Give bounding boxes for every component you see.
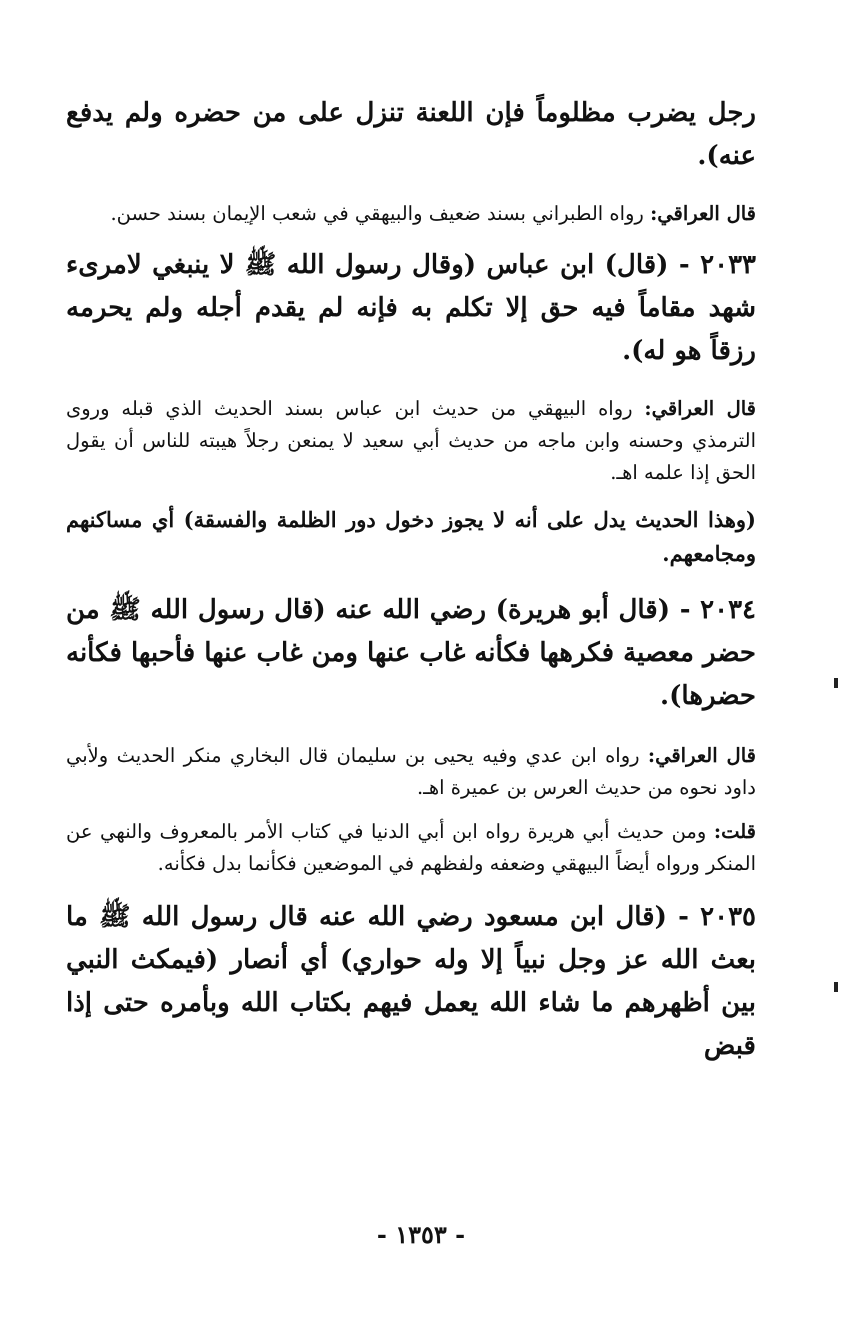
note-label: قلت:: [713, 820, 756, 843]
hadith-text: (قال) ابن عباس (وقال رسول الله ﷺ لا ينبغي لامرىء شهد مقاماً فيه حق إلا تكلم به فإنه لم يقدم أجله ولم يحرمه رزقاً هو له).: [66, 250, 756, 366]
iraqi-note-2: [66, 393, 756, 489]
note-text: رواه ابن عدي وفيه يحيى بن سليمان قال البخاري منكر الحديث ولأبي داود نحوه من حديث العرس بن عميرة اهـ.: [66, 744, 756, 799]
hadith-text: (قال أبو هريرة) رضي الله عنه (قال رسول الله ﷺ من حضر معصية فكرهها فكأنه غاب عنها ومن غاب عنها فأحبها فكأنه حضرها).: [66, 595, 756, 711]
note-label: قال العراقي:: [647, 744, 756, 767]
commentary: [66, 503, 756, 571]
hadith-continuation: [66, 92, 756, 178]
commentary-text: (وهذا الحديث يدل على أنه لا يجوز دخول دور الظلمة والفسقة) أي مساكنهم ومجامعهم.: [66, 507, 756, 566]
hadith-number: ٢٠٣٣ -: [678, 250, 757, 280]
hadith-number: ٢٠٣٤ -: [679, 595, 757, 625]
page-body: [66, 92, 756, 1068]
iraqi-note-3: [66, 740, 756, 804]
hadith-number: ٢٠٣٥ -: [678, 902, 757, 932]
hadith-text: رجل يضرب مظلوماً فإن اللعنة تنزل على من حضره ولم يدفع عنه).: [66, 98, 756, 171]
hadith-2034: [66, 589, 756, 718]
author-note: [66, 816, 756, 880]
margin-mark-2: [834, 982, 838, 992]
hadith-2033: [66, 244, 756, 373]
note-label: قال العراقي:: [644, 397, 756, 420]
note-text: رواه الطبراني بسند ضعيف والبيهقي في شعب الإيمان بسند حسن.: [110, 202, 651, 225]
iraqi-note-1: [66, 198, 756, 230]
note-label: قال العراقي:: [650, 202, 756, 225]
margin-mark-1: [834, 678, 838, 688]
hadith-2035: [66, 896, 756, 1068]
hadith-text: (قال ابن مسعود رضي الله عنه قال رسول الله ﷺ ما بعث الله عز وجل نبياً إلا وله حواري) أي أنصار (فيمكث النبي بين أظهرهم ما شاء الله يعمل فيهم بكتاب الله وبأمره حتى إذا قبض: [66, 902, 756, 1061]
note-text: رواه البيهقي من حديث ابن عباس بسند الحديث الذي قبله وروى الترمذي وحسنه وابن ماجه من حديث أبي سعيد لا يمنعن رجلاً هيبته للناس أن يقول الحق إذا علمه اهـ.: [66, 397, 756, 484]
note-text: ومن حديث أبي هريرة رواه ابن أبي الدنيا في كتاب الأمر بالمعروف والنهي عن المنكر ورواه أيضاً البيهقي وضعفه ولفظهم في الموضعين فكأنما بدل فكأنه.: [66, 820, 756, 875]
page-number: - ١٣٥٣ -: [376, 1220, 466, 1249]
